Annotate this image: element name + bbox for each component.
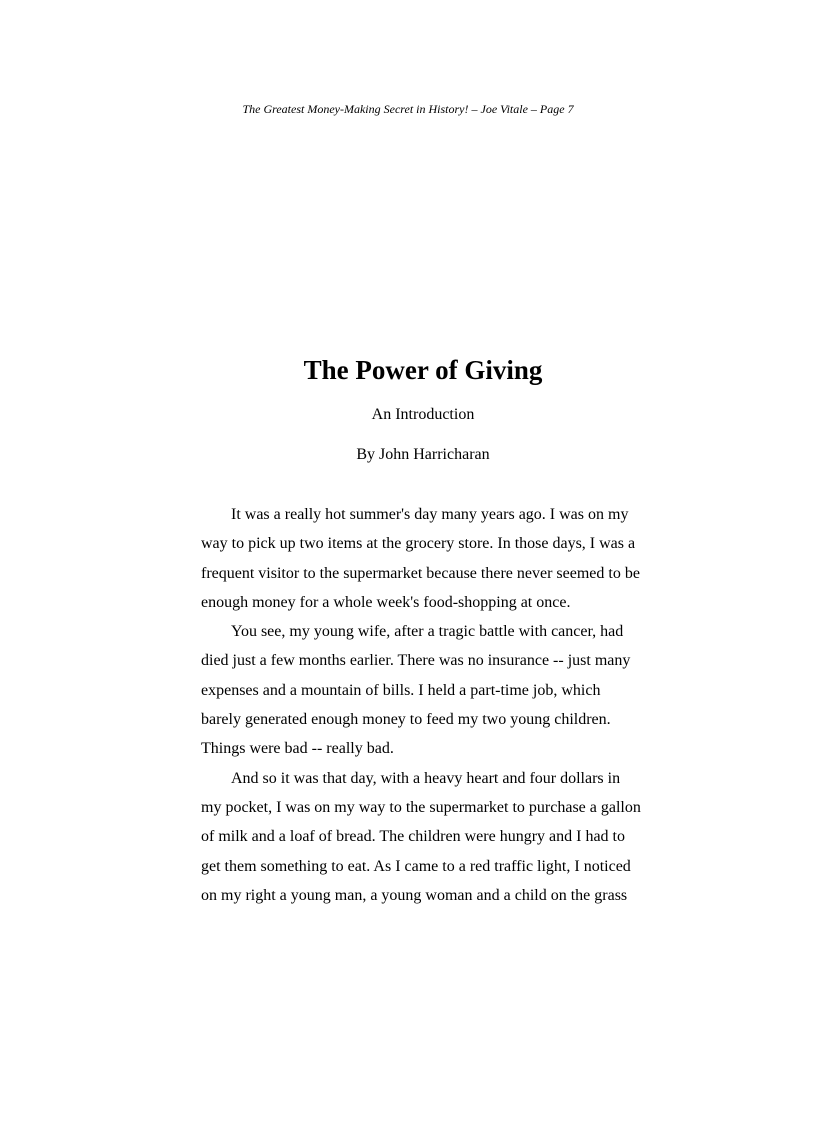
text-line: way to pick up two items at the grocery store. In those days, I was a [201, 535, 636, 553]
text-line: barely generated enough money to feed my two young children. [201, 711, 611, 729]
author-byline: By John Harricharan [356, 446, 490, 463]
text-line: enough money for a whole week's food-shopping at once. [201, 593, 571, 611]
text-line: get them something to eat. As I came to a red traffic light, I noticed [201, 857, 631, 875]
paragraph [201, 617, 633, 763]
chapter-subtitle: An Introduction [371, 406, 475, 423]
text-line: It was a really hot summer's day many years ago. I was on my [231, 506, 629, 523]
text-line: Things were bad -- really bad. [201, 740, 394, 758]
paragraph [201, 764, 641, 910]
text-line: died just a few months earlier. There was no insurance -- just many [201, 652, 631, 670]
chapter-title: The Power of Giving [303, 355, 543, 385]
body-text [201, 500, 641, 910]
text-line: frequent visitor to the supermarket because there never seemed to be [201, 564, 640, 582]
paragraph [201, 500, 640, 617]
text-line: expenses and a mountain of bills. I held a part-time job, which [201, 681, 601, 699]
running-header: The Greatest Money-Making Secret in History! – Joe Vitale – Page 7 [242, 102, 574, 116]
text-line: of milk and a loaf of bread. The children were hungry and I had to [201, 828, 625, 846]
text-line: You see, my young wife, after a tragic battle with cancer, had [231, 623, 624, 641]
text-line: on my right a young man, a young woman and a child on the grass [201, 886, 628, 904]
text-line: my pocket, I was on my way to the supermarket to purchase a gallon [201, 798, 641, 816]
text-line: And so it was that day, with a heavy heart and four dollars in [231, 769, 621, 787]
